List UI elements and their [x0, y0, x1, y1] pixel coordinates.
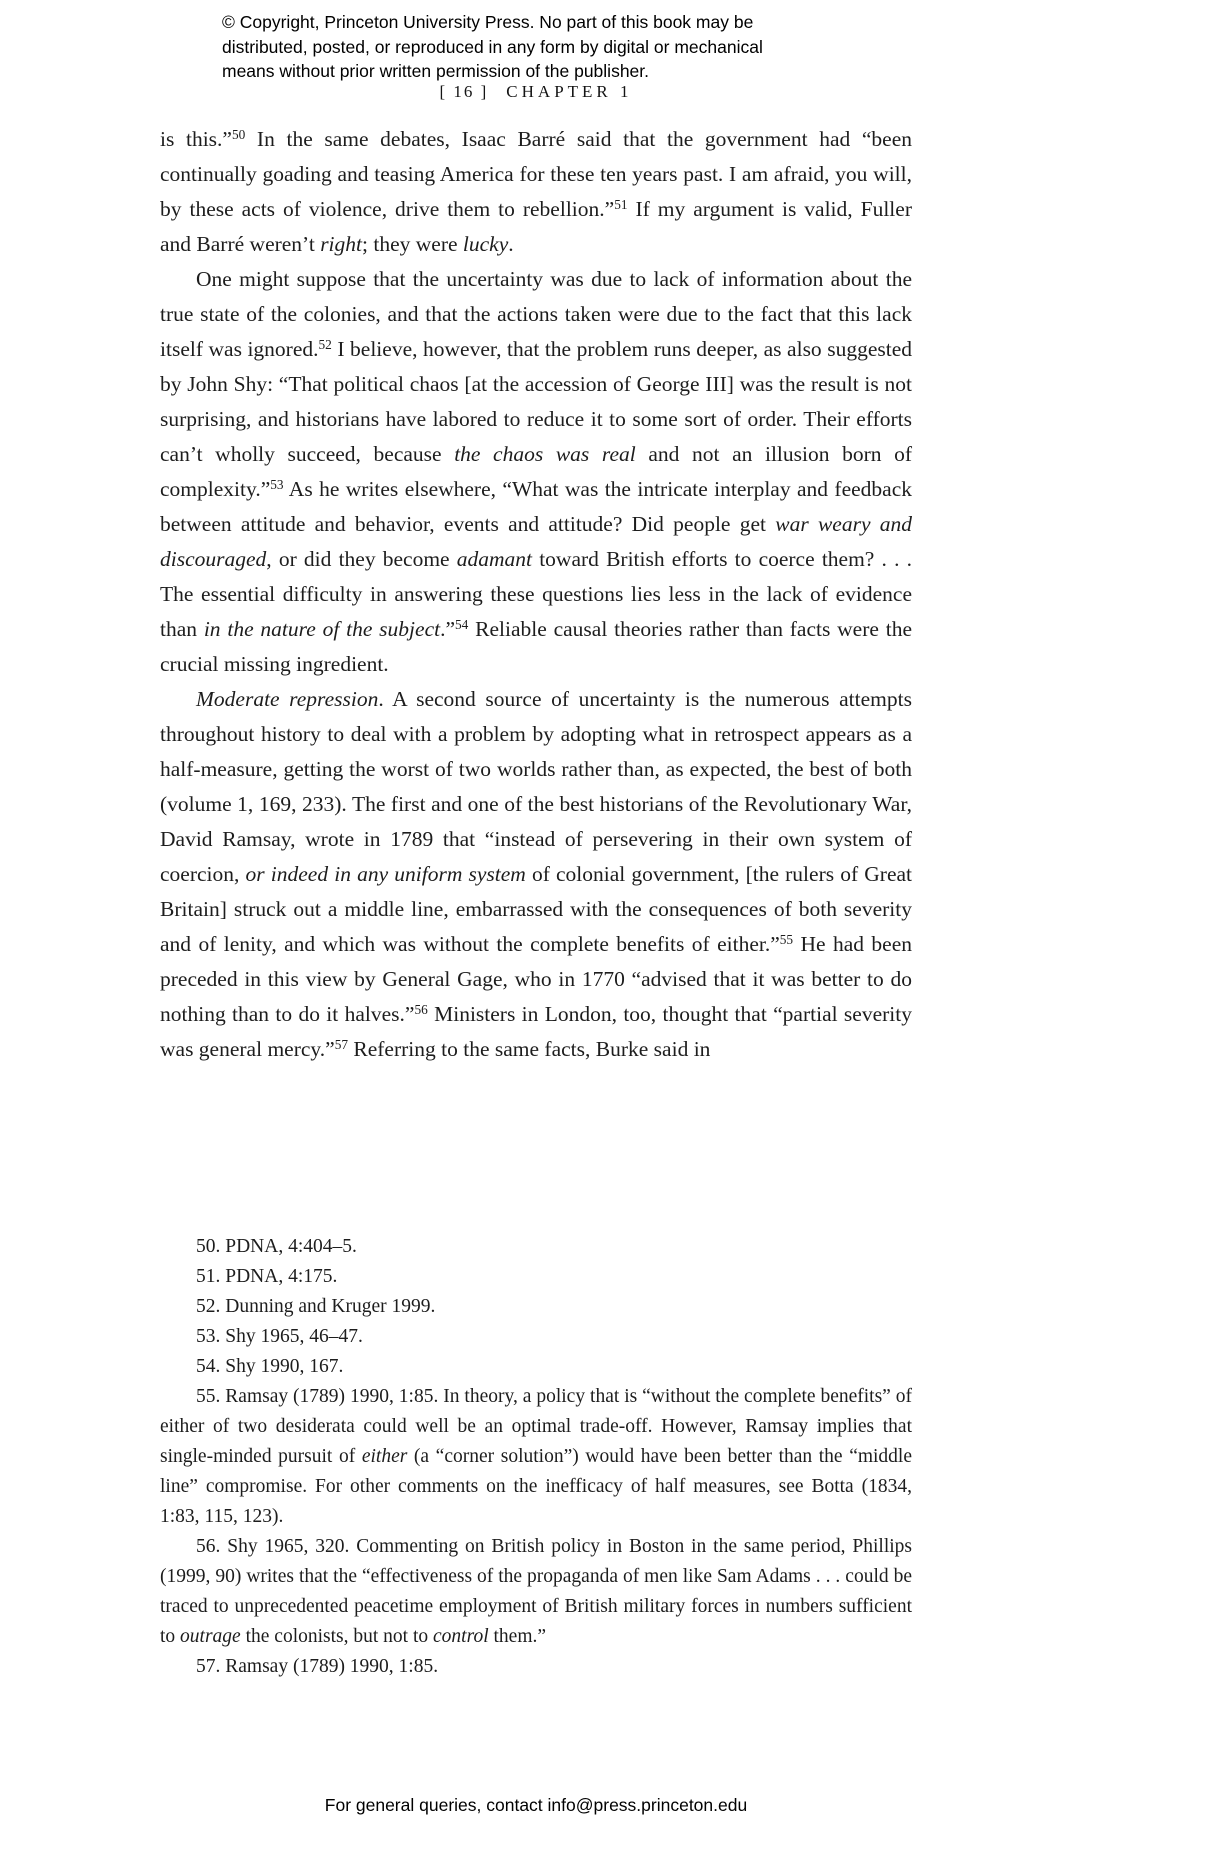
copyright-line: distributed, posted, or reproduced in any form by digital or mechanical — [222, 36, 763, 57]
body-paragraph: is this.”$^{50}$ In the same debates, Isaac Barré said that the government had “been continually goading and teasing America for these ten years past. I am afraid, you will, by these acts of violence, drive them to rebellion.”$^{51}$ If my argument is valid, Fuller and Barré weren’t right; they were lucky. — [160, 127, 912, 256]
footnote: 54. Shy 1990, 167. — [196, 1356, 344, 1377]
footer-contact: For general queries, contact info@press.princeton.edu — [324, 1795, 748, 1815]
footnote: 55. Ramsay (1789) 1990, 1:85. In theory, a policy that is “without the complete benefits” of either of two desiderata could well be an optimal trade-off. However, Ramsay implies that single-minded pursuit of either (a “corner solution”) would have been better than the “middle line” compromise. For other comments on the inefficacy of half measures, see Botta (1834, 1:83, 115, 123). — [160, 1386, 913, 1527]
body-paragraph: Moderate repression. A second source of uncertainty is the numerous attempts throughout history to deal with a problem by adopting what in retrospect appears as a half-measure, getting the worst of two worlds rather than, as expected, the best of both (volume 1, 169, 233). The first and one of the best historians of the Revolutionary War, David Ramsay, wrote in 1789 that “instead of persevering in their own system of coercion, or indeed in any uniform system of colonial government, [the rulers of Great Britain] struck out a middle line, embarrassed with the consequences of both severity and of lenity, and which was without the complete benefits of either.”$^{55}$ He had been preceded in this view by General Gage, who in 1770 “advised that it was better to do nothing than to do it halves.”$^{56}$ Ministers in London, too, thought that “partial severity was general mercy.”$^{57}$ Referring to the same facts, Burke said in — [160, 687, 913, 1061]
running-head — [160, 82, 912, 102]
footnote: 52. Dunning and Kruger 1999. — [196, 1296, 436, 1317]
footnote: 57. Ramsay (1789) 1990, 1:85. — [196, 1656, 439, 1677]
footnote: 50. PDNA, 4:404–5. — [196, 1236, 357, 1257]
footnote: 53. Shy 1965, 46–47. — [196, 1326, 363, 1347]
copyright-line: means without prior written permission of the publisher. — [222, 61, 650, 81]
copyright-notice — [222, 10, 842, 84]
footnotes-block — [160, 1232, 912, 1682]
page-number: [ 16 ] — [439, 82, 489, 101]
body-text-block — [160, 122, 912, 1067]
footnote: 56. Shy 1965, 320. Commenting on British policy in Boston in the same period, Phillips (1999, 90) writes that the “effectiveness of the propaganda of men like Sam Adams . . . could be traced to unprecedented peacetime employment of British military forces in numbers sufficient to outrage the colonists, but not to control them.” — [160, 1536, 912, 1647]
copyright-line: © Copyright, Princeton University Press. No part of this book may be — [222, 12, 754, 32]
footnote: 51. PDNA, 4:175. — [196, 1266, 338, 1287]
body-paragraph: One might suppose that the uncertainty was due to lack of information about the true state of the colonies, and that the actions taken were due to the fact that this lack itself was ignored.$^{52}$ I believe, however, that the problem runs deeper, as also suggested by John Shy: “That political chaos [at the accession of George III] was the result is not surprising, and historians have labored to reduce it to some sort of order. Their efforts can’t wholly succeed, because the chaos was real and not an illusion born of complexity.”$^{53}$ As he writes elsewhere, “What was the intricate interplay and feedback between attitude and behavior, events and attitude? Did people get war weary and discouraged, or did they become adamant toward British efforts to coerce them? . . . The essential difficulty in answering these questions lies less in the lack of evidence than in the nature of the subject.”$^{54}$ Reliable causal theories rather than facts were the crucial missing ingredient. — [160, 267, 913, 676]
chapter-heading: CHAPTER 1 — [506, 82, 633, 101]
